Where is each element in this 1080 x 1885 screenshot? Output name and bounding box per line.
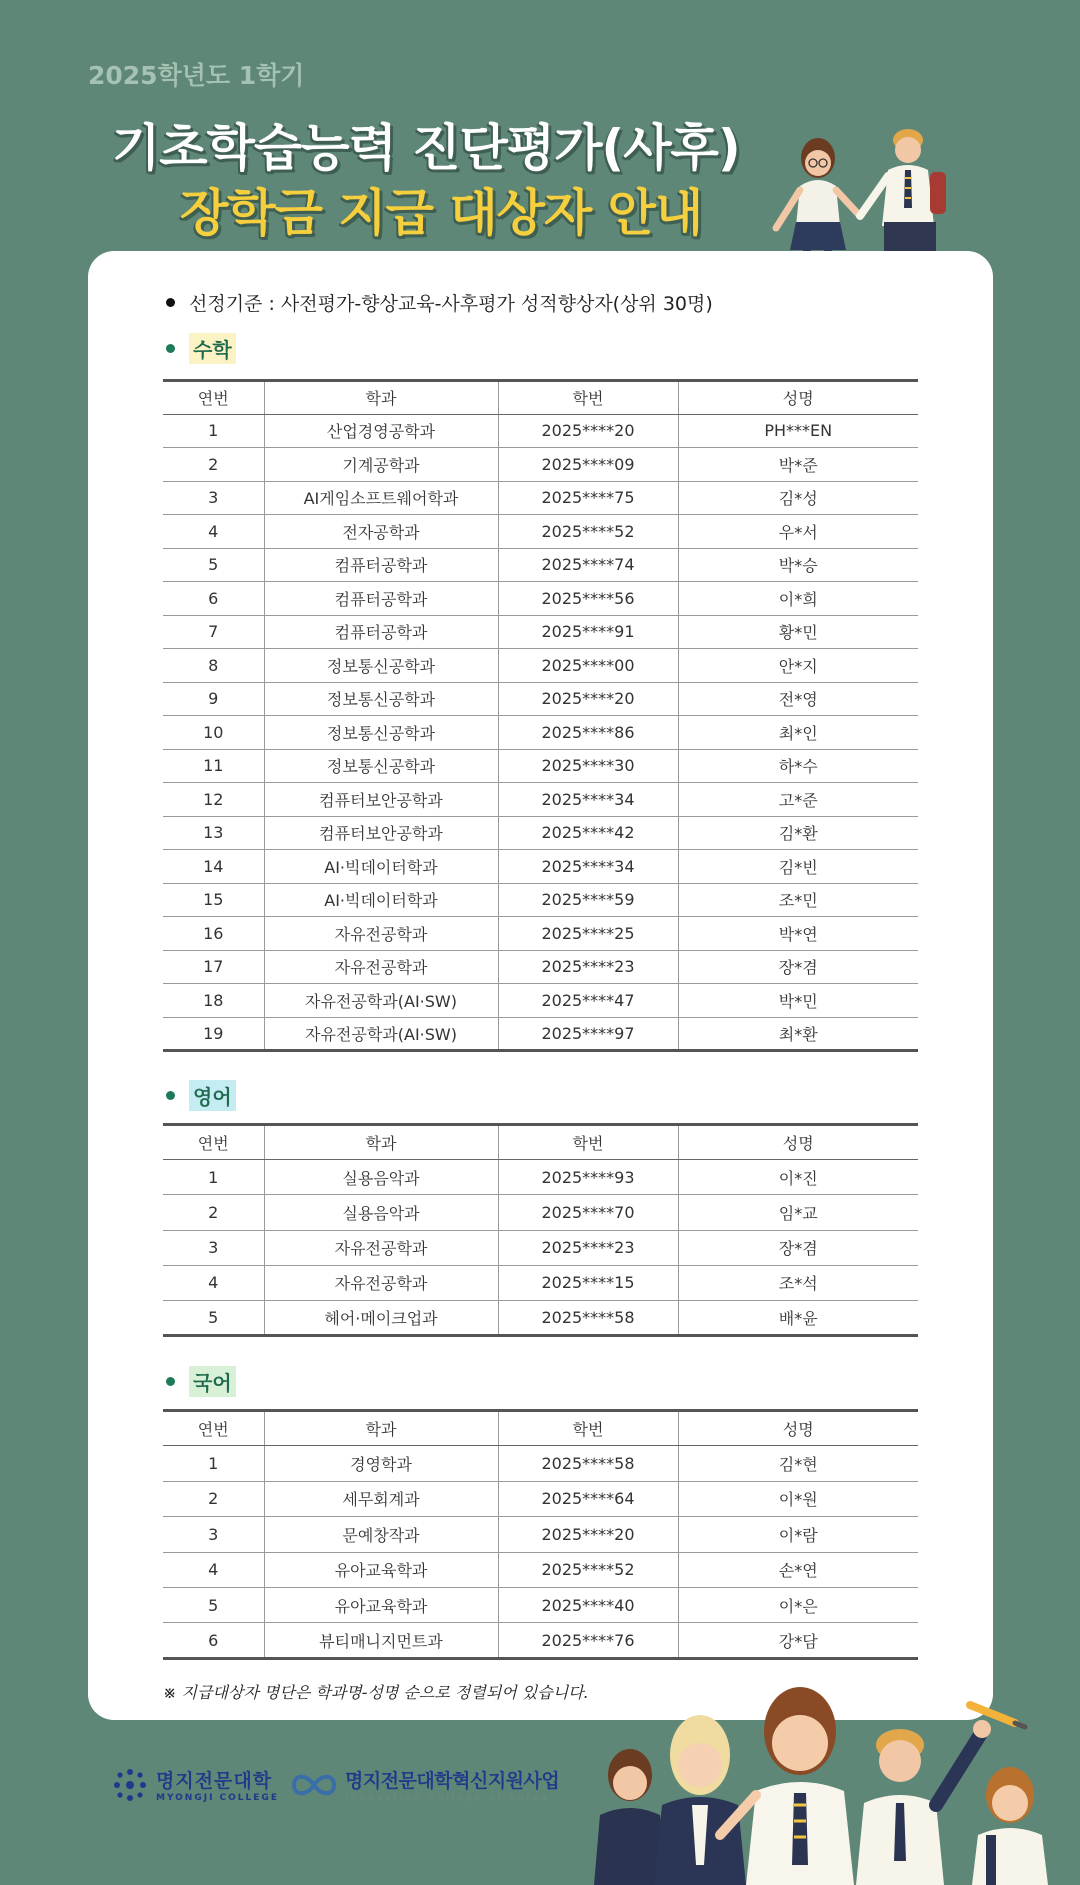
student-id: 2025****93 <box>498 1160 678 1195</box>
section-label: 수학 <box>189 333 236 364</box>
row-number: 5 <box>163 548 264 582</box>
department: 자유전공학과(AI·SW) <box>264 984 498 1018</box>
department: 헤어·메이크업과 <box>264 1300 498 1335</box>
student-id: 2025****97 <box>498 1017 678 1051</box>
student-name: 박*연 <box>678 917 918 951</box>
student-id: 2025****34 <box>498 783 678 817</box>
student-id: 2025****30 <box>498 749 678 783</box>
department: 정보통신공학과 <box>264 682 498 716</box>
column-header: 학과 <box>264 1411 498 1446</box>
table-row <box>163 984 918 1018</box>
program-name-ko: 명지전문대학혁신지원사업 <box>345 1770 560 1792</box>
student-name: PH***EN <box>678 414 918 448</box>
department: 산업경영공학과 <box>264 414 498 448</box>
student-id: 2025****23 <box>498 950 678 984</box>
row-number: 2 <box>163 1481 264 1516</box>
student-id: 2025****56 <box>498 582 678 616</box>
column-header: 학번 <box>498 1411 678 1446</box>
student-name: 이*진 <box>678 1160 918 1195</box>
department: 유아교육학과 <box>264 1552 498 1587</box>
student-id: 2025****58 <box>498 1300 678 1335</box>
content-card <box>88 251 993 1720</box>
table-row <box>163 615 918 649</box>
table-row <box>163 414 918 448</box>
row-number: 17 <box>163 950 264 984</box>
students-walking-illustration <box>748 118 978 258</box>
row-number: 18 <box>163 984 264 1018</box>
column-header: 성명 <box>678 1125 918 1160</box>
student-id: 2025****42 <box>498 816 678 850</box>
student-name: 장*겸 <box>678 1230 918 1265</box>
column-header: 학번 <box>498 381 678 415</box>
student-name: 이*원 <box>678 1481 918 1516</box>
college-emblem-icon <box>112 1767 148 1803</box>
department: 정보통신공학과 <box>264 749 498 783</box>
student-name: 최*환 <box>678 1017 918 1051</box>
student-name: 임*교 <box>678 1195 918 1230</box>
student-name: 박*민 <box>678 984 918 1018</box>
department: AI·빅데이터학과 <box>264 883 498 917</box>
table-row <box>163 582 918 616</box>
student-name: 이*희 <box>678 582 918 616</box>
row-number: 10 <box>163 716 264 750</box>
infinity-icon <box>289 1770 339 1800</box>
student-name: 김*현 <box>678 1446 918 1481</box>
row-number: 6 <box>208 1630 219 1650</box>
student-name: 우*서 <box>678 515 918 549</box>
row-number: 13 <box>163 816 264 850</box>
table-row <box>163 1300 918 1335</box>
student-name: 황*민 <box>678 615 918 649</box>
row-number: 1 <box>163 414 264 448</box>
row-number: 5 <box>163 1587 264 1622</box>
innovation-program-logo <box>289 1766 559 1803</box>
student-id: 2025****58 <box>498 1446 678 1481</box>
column-header: 연번 <box>163 1125 264 1160</box>
page-subtitle: 장학금 지급 대상자 안내 <box>180 184 703 242</box>
student-id: 2025****52 <box>498 515 678 549</box>
row-number: 3 <box>163 481 264 515</box>
department: 컴퓨터공학과 <box>264 615 498 649</box>
bullet-icon <box>166 344 175 353</box>
table-row <box>163 448 918 482</box>
student-name: 김*성 <box>678 481 918 515</box>
student-name: 박*준 <box>678 448 918 482</box>
student-name: 김*환 <box>678 816 918 850</box>
student-id: 2025****23 <box>498 1230 678 1265</box>
row-number: 2 <box>163 448 264 482</box>
row-number: 19 <box>203 1023 224 1043</box>
section-label: 국어 <box>189 1366 236 1397</box>
bullet-icon <box>166 1377 175 1386</box>
row-number: 8 <box>163 649 264 683</box>
table-row <box>163 749 918 783</box>
row-number: 7 <box>163 615 264 649</box>
department: 자유전공학과 <box>264 1265 498 1300</box>
selection-criteria <box>166 289 713 316</box>
section-title-english <box>166 1080 236 1111</box>
table-row <box>163 883 918 917</box>
table-row <box>163 1623 918 1658</box>
student-name: 배*윤 <box>678 1300 918 1335</box>
department: 정보통신공학과 <box>264 649 498 683</box>
row-number: 5 <box>208 1308 219 1328</box>
table-row <box>163 1517 918 1552</box>
department: AI게임소프트웨어학과 <box>264 481 498 515</box>
row-number: 11 <box>163 749 264 783</box>
column-header: 학번 <box>498 1125 678 1160</box>
student-name: 손*연 <box>678 1552 918 1587</box>
department: 경영학과 <box>264 1446 498 1481</box>
row-number: 3 <box>163 1517 264 1552</box>
math-table <box>163 379 918 1052</box>
row-number: 4 <box>163 1265 264 1300</box>
table-row <box>163 917 918 951</box>
english-table <box>163 1123 918 1337</box>
table-row <box>163 783 918 817</box>
row-number: 9 <box>163 682 264 716</box>
table-row <box>163 649 918 683</box>
college-logo <box>112 1766 279 1803</box>
table-row <box>163 481 918 515</box>
table-row <box>163 1552 918 1587</box>
table-row <box>163 1017 918 1051</box>
student-id: 2025****70 <box>498 1195 678 1230</box>
section-label: 영어 <box>189 1080 236 1111</box>
department: 컴퓨터보안공학과 <box>264 816 498 850</box>
row-number: 15 <box>163 883 264 917</box>
column-header: 연번 <box>163 381 264 415</box>
program-name-en: Innovation College of Korea <box>345 1793 551 1803</box>
department: 뷰티매니지먼트과 <box>264 1623 498 1658</box>
korean-table <box>163 1409 918 1660</box>
student-name: 안*지 <box>678 649 918 683</box>
student-id: 2025****20 <box>498 682 678 716</box>
student-name: 강*담 <box>678 1623 918 1658</box>
student-id: 2025****59 <box>498 883 678 917</box>
column-header: 연번 <box>163 1411 264 1446</box>
department: 유아교육학과 <box>264 1587 498 1622</box>
department: 문예창작과 <box>264 1517 498 1552</box>
bullet-icon <box>166 298 175 307</box>
page-title: 기초학습능력 진단평가(사후) <box>112 119 740 177</box>
department: 기계공학과 <box>264 448 498 482</box>
student-id: 2025****40 <box>498 1587 678 1622</box>
student-id: 2025****20 <box>498 1517 678 1552</box>
row-number: 3 <box>163 1230 264 1265</box>
student-id: 2025****47 <box>498 984 678 1018</box>
table-row <box>163 816 918 850</box>
row-number: 12 <box>163 783 264 817</box>
table-row <box>163 548 918 582</box>
student-name: 조*석 <box>678 1265 918 1300</box>
semester-label: 2025학년도 1학기 <box>88 61 305 90</box>
department: 실용음악과 <box>264 1195 498 1230</box>
department: 컴퓨터공학과 <box>264 548 498 582</box>
row-number: 16 <box>163 917 264 951</box>
student-id: 2025****09 <box>498 448 678 482</box>
student-id: 2025****25 <box>498 917 678 951</box>
department: 전자공학과 <box>264 515 498 549</box>
student-name: 박*승 <box>678 548 918 582</box>
row-number: 4 <box>163 1552 264 1587</box>
table-row <box>163 682 918 716</box>
criteria-text: 선정기준 : 사전평가-향상교육-사후평가 성적향상자(상위 30명) <box>189 293 713 315</box>
department: 자유전공학과 <box>264 1230 498 1265</box>
table-row <box>163 716 918 750</box>
student-name: 조*민 <box>678 883 918 917</box>
column-header: 성명 <box>678 381 918 415</box>
table-row <box>163 950 918 984</box>
row-number: 14 <box>163 850 264 884</box>
column-header: 학과 <box>264 1125 498 1160</box>
student-id: 2025****76 <box>498 1623 678 1658</box>
table-row <box>163 1587 918 1622</box>
table-row <box>163 1230 918 1265</box>
table-row <box>163 515 918 549</box>
student-id: 2025****75 <box>498 481 678 515</box>
department: 컴퓨터보안공학과 <box>264 783 498 817</box>
student-id: 2025****64 <box>498 1481 678 1516</box>
table-row <box>163 1265 918 1300</box>
table-row <box>163 1446 918 1481</box>
row-number: 4 <box>163 515 264 549</box>
department: 세무회계과 <box>264 1481 498 1516</box>
department: 정보통신공학과 <box>264 716 498 750</box>
student-name: 전*영 <box>678 682 918 716</box>
college-name-en: MYONGJI COLLEGE <box>156 1793 279 1803</box>
department: 컴퓨터공학과 <box>264 582 498 616</box>
department: 실용음악과 <box>264 1160 498 1195</box>
table-row <box>163 1195 918 1230</box>
student-name: 하*수 <box>678 749 918 783</box>
student-id: 2025****00 <box>498 649 678 683</box>
department: 자유전공학과 <box>264 950 498 984</box>
student-id: 2025****52 <box>498 1552 678 1587</box>
table-row <box>163 1481 918 1516</box>
footnote: ※ 지급대상자 명단은 학과명-성명 순으로 정렬되어 있습니다. <box>163 1683 589 1702</box>
row-number: 2 <box>163 1195 264 1230</box>
section-title-math <box>166 333 236 364</box>
column-header: 학과 <box>264 381 498 415</box>
table-row <box>163 850 918 884</box>
row-number: 6 <box>163 582 264 616</box>
student-name: 이*람 <box>678 1517 918 1552</box>
student-id: 2025****15 <box>498 1265 678 1300</box>
bullet-icon <box>166 1091 175 1100</box>
section-title-korean <box>166 1366 236 1397</box>
student-name: 김*빈 <box>678 850 918 884</box>
student-id: 2025****91 <box>498 615 678 649</box>
student-name: 이*은 <box>678 1587 918 1622</box>
student-name: 장*겸 <box>678 950 918 984</box>
students-cheering-illustration <box>520 1665 1080 1885</box>
row-number: 1 <box>163 1160 264 1195</box>
student-id: 2025****74 <box>498 548 678 582</box>
department: 자유전공학과 <box>264 917 498 951</box>
row-number: 1 <box>163 1446 264 1481</box>
column-header: 성명 <box>678 1411 918 1446</box>
table-row <box>163 1160 918 1195</box>
student-id: 2025****20 <box>498 414 678 448</box>
department: 자유전공학과(AI·SW) <box>264 1017 498 1051</box>
student-id: 2025****34 <box>498 850 678 884</box>
student-name: 고*준 <box>678 783 918 817</box>
college-name-ko: 명지전문대학 <box>156 1770 273 1792</box>
student-name: 최*인 <box>678 716 918 750</box>
student-id: 2025****86 <box>498 716 678 750</box>
department: AI·빅데이터학과 <box>264 850 498 884</box>
